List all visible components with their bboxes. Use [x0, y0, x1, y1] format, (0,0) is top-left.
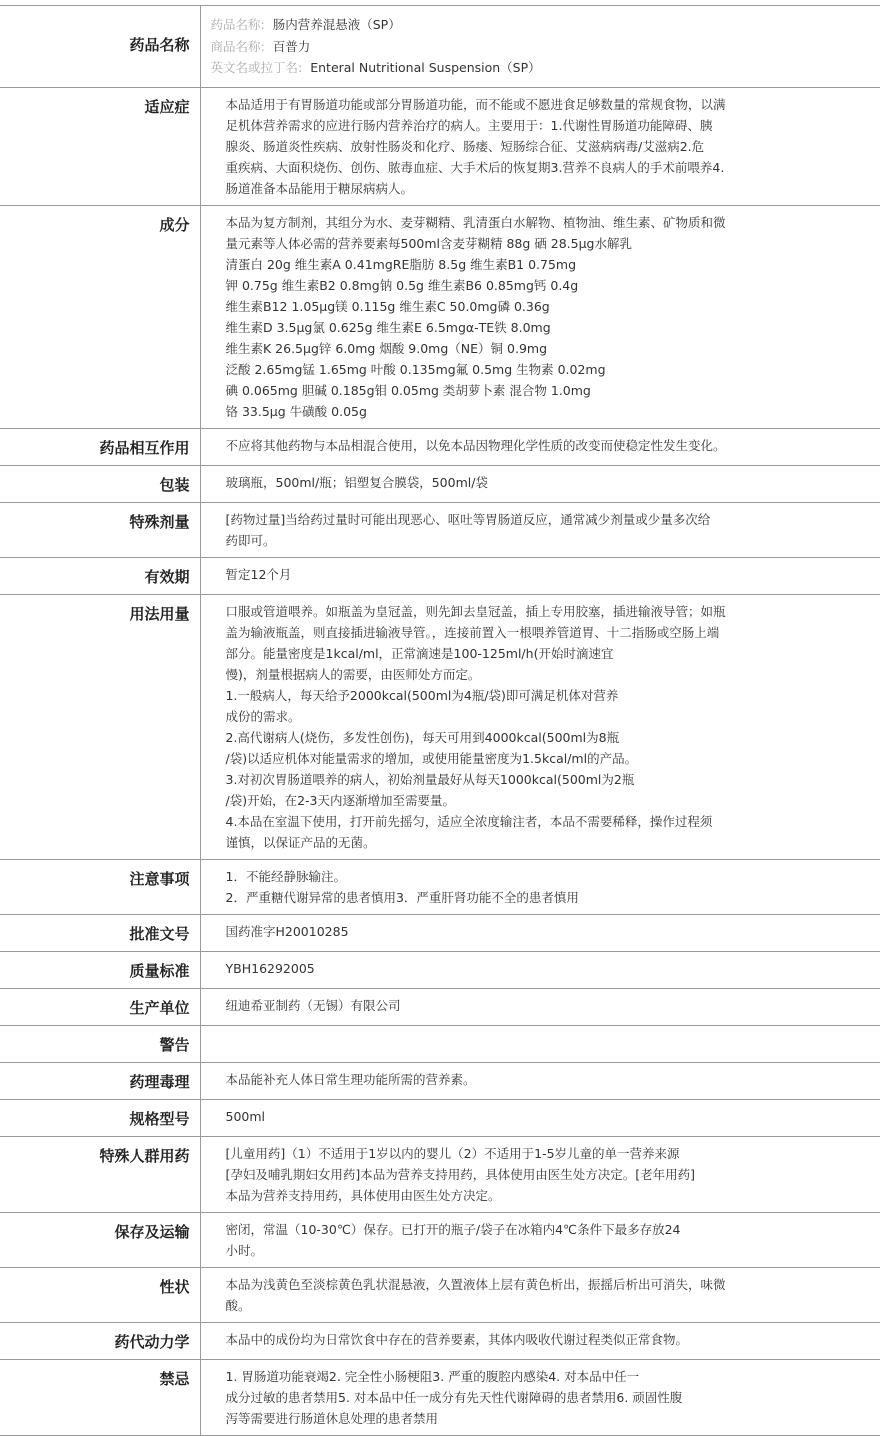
row-value-line: [药物过量]当给药过量时可能出现恶心、呕吐等胃肠道反应，通常减少剂量或少量多次给 [225, 511, 711, 527]
row-label: 药理毒理 [0, 1062, 200, 1099]
row-label: 药品相互作用 [0, 428, 200, 465]
row-value-line: 谨慎，以保证产品的无菌。 [225, 834, 376, 850]
english-name-value: Enteral Nutritional Suspension（SP） [310, 60, 541, 75]
row-label: 注意事项 [0, 859, 200, 914]
row-label: 规格型号 [0, 1099, 200, 1136]
row-value-line: 本品能补充人体日常生理功能所需的营养素。 [225, 1071, 476, 1087]
row-value-line: 本品为复方制剂，其组分为水、麦芽糊精、乳清蛋白水解物、植物油、维生素、矿物质和微 [225, 214, 726, 230]
row-value-line: 钾 0.75g 维生素B2 0.8mg钠 0.5g 维生素B6 0.85mg钙 0.4g [225, 277, 579, 293]
spec-row [0, 1267, 880, 1322]
row-value [200, 594, 880, 859]
spec-row [0, 1322, 880, 1359]
spec-row [0, 1136, 880, 1212]
row-value-line: 不应将其他药物与本品相混合使用，以免本品因物理化学性质的改变而使稳定性发生变化。 [225, 437, 726, 453]
row-value-line: 成分过敏的患者禁用5. 对本品中任一成分有先天性代谢障碍的患者禁用6. 顽固性腹 [225, 1389, 683, 1405]
spec-row [0, 1062, 880, 1099]
row-label: 药品名称 [0, 6, 200, 88]
row-value-line: 1.一般病人，每天给予2000kcal(500ml为4瓶/袋)即可满足机体对营养 [225, 687, 619, 703]
row-value-line: [孕妇及哺乳期妇女用药]本品为营养支持用药，具体使用由医生处方决定。[老年用药] [225, 1166, 696, 1182]
row-value-line: 暂定12个月 [225, 566, 292, 582]
row-label: 警告 [0, 1025, 200, 1062]
row-value-line: 2．严重糖代谢异常的患者慎用3．严重肝肾功能不全的患者慎用 [225, 889, 579, 905]
row-value [200, 859, 880, 914]
row-label: 批准文号 [0, 914, 200, 951]
row-value [200, 1099, 880, 1136]
row-value-line: 500ml [225, 1108, 266, 1124]
row-value [200, 951, 880, 988]
row-value-line: /袋)开始，在2-3天内逐渐增加至需要量。 [225, 792, 456, 808]
spec-row [0, 502, 880, 557]
drug-spec-table [0, 5, 880, 1436]
row-value-line: 1. 胃肠道功能衰竭2. 完全性小肠梗阻3. 严重的腹腔内感染4. 对本品中任一 [225, 1368, 640, 1384]
row-value-line: 本品中的成份均为日常饮食中存在的营养要素，其体内吸收代谢过程类似正常食物。 [225, 1331, 689, 1347]
spec-row [0, 594, 880, 859]
row-value-line: 本品为营养支持用药，具体使用由医生处方决定。 [225, 1187, 501, 1203]
row-value-line: 4.本品在室温下使用，打开前先摇匀，适应全浓度输注者，本品不需要稀释，操作过程须 [225, 813, 713, 829]
row-value [200, 557, 880, 594]
row-value-line: 泛酸 2.65mg锰 1.65mg 叶酸 0.135mg氟 0.5mg 生物素 0.02mg [225, 361, 606, 377]
row-label: 保存及运输 [0, 1212, 200, 1267]
row-label: 成分 [0, 205, 200, 428]
row-value [200, 502, 880, 557]
spec-row [0, 205, 880, 428]
row-value-line: 量元素等人体必需的营养要素每500ml含麦芽糊精 88g 硒 28.5μg水解乳 [225, 235, 632, 251]
spec-row [0, 557, 880, 594]
row-value-line: 维生素K 26.5μg锌 6.0mg 烟酸 9.0mg（NE）铜 0.9mg [225, 340, 548, 356]
row-label: 药代动力学 [0, 1322, 200, 1359]
row-value-line: 足机体营养需求的应进行肠内营养治疗的病人。主要用于：1.代谢性胃肠道功能障碍、胰 [225, 117, 713, 133]
trade-name-key: 商品名称: [210, 38, 265, 54]
generic-name-value: 肠内营养混悬液（SP） [272, 17, 401, 32]
row-value-line: 本品适用于有胃肠道功能或部分胃肠道功能，而不能或不愿进食足够数量的常规食物，以满 [225, 96, 726, 112]
row-value-line: 国药准字H20010285 [225, 923, 349, 939]
row-value [200, 1025, 880, 1062]
row-value-line: 清蛋白 20g 维生素A 0.41mgRE脂肪 8.5g 维生素B1 0.75mg [225, 256, 577, 272]
spec-row [0, 859, 880, 914]
row-value-line: /袋)以适应机体对能量需求的增加，或使用能量密度为1.5kcal/ml的产品。 [225, 750, 638, 766]
row-value-line: 碘 0.065mg 胆碱 0.185g钼 0.05mg 类胡萝卜素 混合物 1.0mg [225, 382, 591, 398]
row-value-line: YBH16292005 [225, 960, 315, 976]
spec-row [0, 87, 880, 205]
trade-name-value: 百普力 [272, 38, 311, 54]
row-value-line: 盖为输液瓶盖，则直接插进输液导管。，连接前置入一根喂养管道胃、十二指肠或空肠上端 [225, 624, 720, 640]
row-value-line: 酸。 [225, 1297, 251, 1313]
generic-name-key: 药品名称: [210, 17, 265, 32]
row-value [200, 1267, 880, 1322]
row-value-line: 口服或管道喂养。如瓶盖为皇冠盖，则先卸去皇冠盖，插上专用胶塞，插进输液导管；如瓶 [225, 603, 726, 619]
row-value [200, 205, 880, 428]
row-label: 包装 [0, 465, 200, 502]
spec-row [0, 1099, 880, 1136]
row-label: 用法用量 [0, 594, 200, 859]
row-label: 生产单位 [0, 988, 200, 1025]
row-value-line: 肠道准备本品能用于糖尿病病人。 [225, 180, 414, 196]
row-label: 禁忌 [0, 1359, 200, 1435]
spec-row [0, 1212, 880, 1267]
row-value-line: 维生素D 3.5μg氯 0.625g 维生素E 6.5mgα-TE铁 8.0mg [225, 319, 551, 335]
row-value [200, 1062, 880, 1099]
row-value [200, 1359, 880, 1435]
row-value [200, 87, 880, 205]
generic-name-line [211, 14, 871, 36]
trade-name-line [211, 36, 871, 58]
row-value-line: 泻等需要进行肠道休息处理的患者禁用 [225, 1410, 439, 1426]
row-label: 质量标准 [0, 951, 200, 988]
spec-row [0, 951, 880, 988]
row-value [200, 465, 880, 502]
row-value-line: 成份的需求。 [225, 708, 301, 724]
row-value [200, 988, 880, 1025]
row-value-line: 纽迪希亚制药（无锡）有限公司 [225, 997, 401, 1013]
row-value [200, 914, 880, 951]
row-value-line: 铬 33.5μg 牛磺酸 0.05g [225, 403, 367, 419]
row-value-line: 药即可。 [225, 532, 276, 548]
spec-row [0, 1359, 880, 1435]
row-label: 适应症 [0, 87, 200, 205]
spec-row [0, 914, 880, 951]
row-value-line: 部分。能量密度是1kcal/ml，正常滴速是100-125ml/h(开始时滴速宜 [225, 645, 614, 661]
row-value-line: 本品为浅黄色至淡棕黄色乳状混悬液，久置液体上层有黄色析出，振摇后析出可消失，味微 [225, 1276, 726, 1292]
row-label: 性状 [0, 1267, 200, 1322]
spec-row [0, 428, 880, 465]
row-value [200, 1212, 880, 1267]
row-value-line: 小时。 [225, 1242, 264, 1258]
row-value-line: 玻璃瓶，500ml/瓶；铝塑复合膜袋，500ml/袋 [225, 474, 488, 490]
spec-row [0, 988, 880, 1025]
row-label: 特殊人群用药 [0, 1136, 200, 1212]
spec-row [0, 465, 880, 502]
row-value-line: [儿童用药]（1）不适用于1岁以内的婴儿（2）不适用于1-5岁儿童的单一营养来源 [225, 1145, 680, 1161]
row-value [200, 428, 880, 465]
english-name-key: 英文名或拉丁名: [210, 60, 303, 75]
english-name-line [211, 57, 871, 79]
row-value-line: 腺炎、肠道炎性疾病、放射性肠炎和化疗、肠瘘、短肠综合征、艾滋病病毒/艾滋病2.危 [225, 138, 705, 154]
spec-row [0, 1025, 880, 1062]
row-value-line: 1．不能经静脉输注。 [225, 868, 346, 884]
row-label: 特殊剂量 [0, 502, 200, 557]
row-value [200, 1136, 880, 1212]
row-value-line: 慢)，剂量根据病人的需要，由医师处方而定。 [225, 666, 481, 682]
row-value [200, 6, 880, 88]
row-value-line: 3.对初次胃肠道喂养的病人，初始剂量最好从每天1000kcal(500ml为2瓶 [225, 771, 635, 787]
row-drug-name [0, 6, 880, 88]
row-label: 有效期 [0, 557, 200, 594]
row-value-line: 密闭，常温（10-30℃）保存。已打开的瓶子/袋子在冰箱内4℃条件下最多存放24 [225, 1221, 681, 1237]
row-value-line: 维生素B12 1.05μg镁 0.115g 维生素C 50.0mg磷 0.36g [225, 298, 550, 314]
row-value [200, 1322, 880, 1359]
row-value-line: 2.高代谢病人(烧伤，多发性创伤)，每天可用到4000kcal(500ml为8瓶 [225, 729, 620, 745]
row-value-line: 重疾病、大面积烧伤、创伤、脓毒血症、大手术后的恢复期3.营养不良病人的手术前喂养4. [225, 159, 725, 175]
